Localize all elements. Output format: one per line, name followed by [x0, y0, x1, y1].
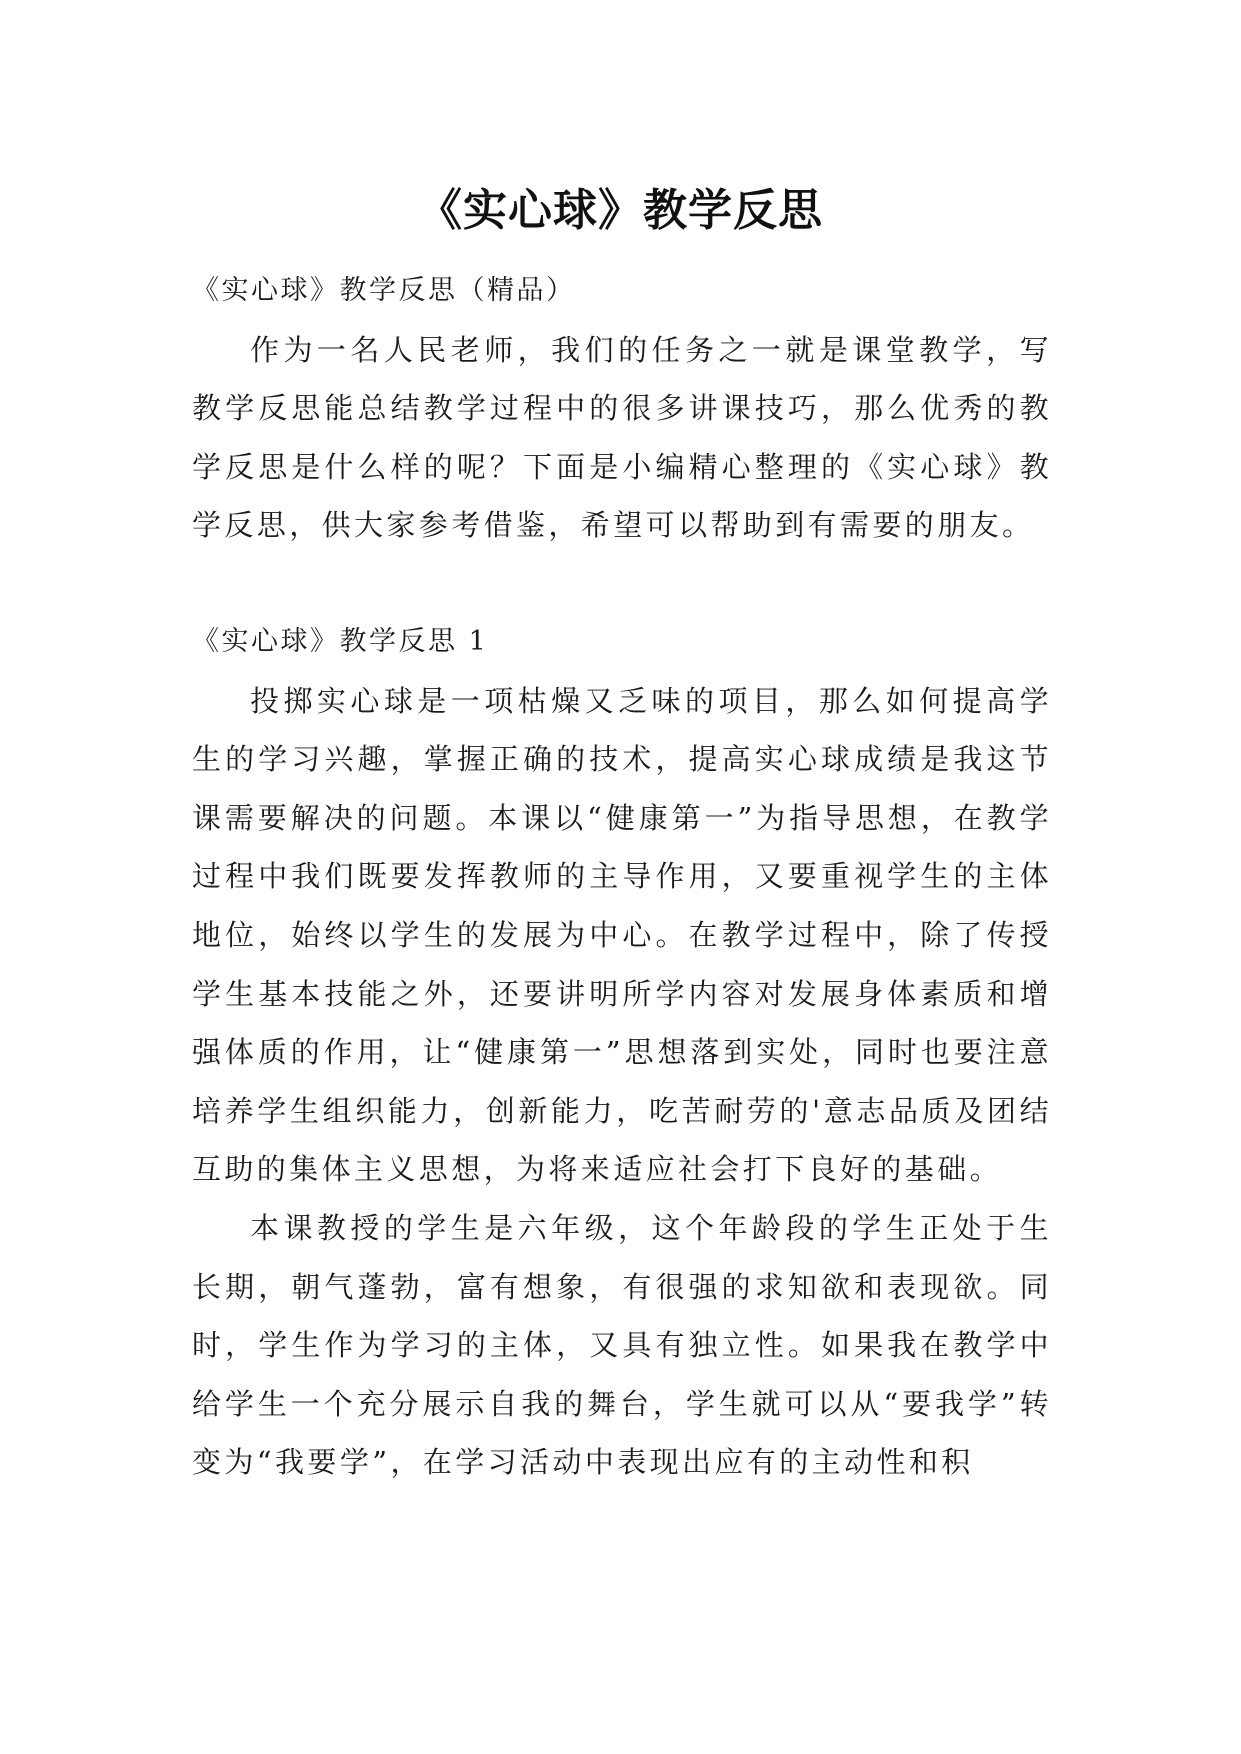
document-body — [192, 262, 1052, 1492]
section1-paragraph-2: 本课教授的学生是六年级，这个年龄段的学生正处于生长期，朝气蓬勃，富有想象，有很强的求知欲和表现欲。同时，学生作为学习的主体，又具有独立性。如果我在教学中给学生一个充分展示自我的舞台，学生就可以从“要我学”转变为“我要学”，在学习活动中表现出应有的主动性和积 — [192, 1210, 1052, 1480]
section1-heading: 《实心球》教学反思 1 — [192, 625, 489, 657]
section1-paragraph-1: 投掷实心球是一项枯燥又乏味的项目，那么如何提高学生的学习兴趣，掌握正确的技术，提高实心球成绩是我这节课需要解决的问题。本课以“健康第一”为指导思想，在教学过程中我们既要发挥教师的主导作用，又要重视学生的主体地位，始终以学生的发展为中心。在教学过程中，除了传授学生基本技能之外，还要讲明所学内容对发展身体素质和增强体质的作用，让“健康第一”思想落到实处，同时也要注意培养学生组织能力，创新能力，吃苦耐劳的'意志品质及团结互助的集体主义思想，为将来适应社会打下良好的基础。 — [192, 683, 1052, 1187]
intro-heading: 《实心球》教学反思（精品） — [192, 275, 576, 306]
intro-paragraph: 作为一名人民老师，我们的任务之一就是课堂教学，写教学反思能总结教学过程中的很多讲课技巧，那么优秀的教学反思是什么样的呢？下面是小编精心整理的《实心球》教学反思，供大家参考借鉴，希望可以帮助到有需要的朋友。 — [192, 332, 1052, 543]
section-spacer — [192, 555, 1052, 613]
document-title: 《实心球》教学反思 — [418, 185, 823, 237]
